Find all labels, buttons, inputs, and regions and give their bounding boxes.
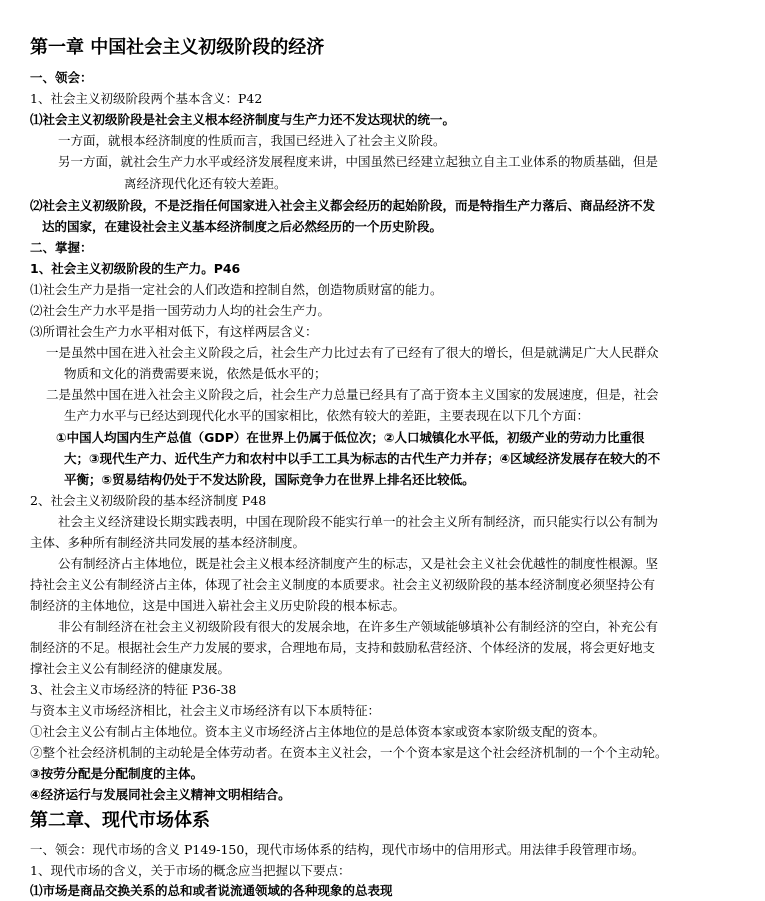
paragraph-line: 撑社会主义公有制经济的健康发展。 xyxy=(30,661,231,676)
paragraph-bold: ③按劳分配是分配制度的主体。 xyxy=(30,766,204,781)
section-heading: 一、领会： xyxy=(30,70,93,85)
paragraph-line: 公有制经济占主体地位，既是社会主义根本经济制度产生的标志，又是社会主义社会优越性的制度性根源。坚 xyxy=(58,556,659,571)
paragraph-line: ②整个社会经济机制的主动轮是全体劳动者。在资本主义社会，一个个资本家是这个社会经济机制的一个个主动轮。 xyxy=(30,745,668,760)
paragraph-line: 1、现代市场的含义，关于市场的概念应当把握以下要点： xyxy=(30,863,351,878)
paragraph-line: 与资本主义市场经济相比，社会主义市场经济有以下本质特征： xyxy=(30,703,381,718)
subsection-heading: 1、社会主义初级阶段两个基本含义：P42 xyxy=(30,91,263,106)
paragraph-bold: 达的国家，在建设社会主义基本经济制度之后必然经历的一个历史阶段。 xyxy=(42,219,443,234)
section-heading: 二、掌握： xyxy=(30,240,93,255)
paragraph-line: ⑴社会生产力是指一定社会的人们改造和控制自然，创造物质财富的能力。 xyxy=(30,282,443,297)
chapter-1-title: 第一章 中国社会主义初级阶段的经济 xyxy=(30,37,325,58)
paragraph-line: ①社会主义公有制占主体地位。资本主义市场经济占主体地位的是总体资本家或资本家阶级支配的资本。 xyxy=(30,724,606,739)
chapter-2-title: 第二章、现代市场体系 xyxy=(30,810,210,831)
paragraph-line: 二是虽然中国在进入社会主义阶段之后，社会生产力总量已经具有了高于资本主义国家的发展速度，但是，社会 xyxy=(46,387,659,402)
paragraph-line: 另一方面，就社会生产力水平或经济发展程度来讲，中国虽然已经建立起独立自主工业体系的物质基础，但是 xyxy=(58,154,659,169)
paragraph-line: 社会主义经济建设长期实践表明，中国在现阶段不能实行单一的社会主义所有制经济，而只能实行以公有制为 xyxy=(58,514,659,529)
paragraph-bold: ①中国人均国内生产总值（GDP）在世界上仍属于低位次；②人口城镇化水平低，初级产业的劳动力比重很 xyxy=(56,430,645,445)
paragraph-bold-cut: ⑴市场是商品交换关系的总和或者说流通领域的各种现象的总表现 xyxy=(30,883,393,898)
paragraph-line: 非公有制经济在社会主义初级阶段有很大的发展余地，在许多生产领域能够填补公有制经济的空白，补充公有 xyxy=(58,619,659,634)
subsection-heading: 2、社会主义初级阶段的基本经济制度 P48 xyxy=(30,493,267,508)
paragraph-line: 持社会主义公有制经济占主体，体现了社会主义制度的本质要求。社会主义初级阶段的基本经济制度必须坚持公有 xyxy=(30,577,656,592)
paragraph-line: 制经济的不足。根据社会生产力发展的要求，合理地布局，支持和鼓励私营经济、个体经济的发展，将会更好地支 xyxy=(30,640,656,655)
paragraph-line: 生产力水平与已经达到现代化水平的国家相比，依然有较大的差距，主要表现在以下几个方面： xyxy=(64,408,590,423)
paragraph-line: 物质和文化的消费需要来说，依然是低水平的； xyxy=(64,366,327,381)
paragraph-line: 主体、多种所有制经济共同发展的基本经济制度。 xyxy=(30,535,306,550)
paragraph-line: 一方面，就根本经济制度的性质而言，我国已经进入了社会主义阶段。 xyxy=(58,133,446,148)
paragraph-bold: 平衡；⑤贸易结构仍处于不发达阶段，国际竞争力在世界上排名还比较低。 xyxy=(64,472,475,487)
paragraph-bold: ⑴社会主义初级阶段是社会主义根本经济制度与生产力还不发达现状的统一。 xyxy=(30,112,456,127)
paragraph-bold: ⑵社会主义初级阶段，不是泛指任何国家进入社会主义都会经历的起始阶段，而是特指生产力落后、商品经济不发 xyxy=(30,198,656,213)
paragraph-line: 制经济的主体地位，这是中国进入崭社会主义历史阶段的根本标志。 xyxy=(30,598,406,613)
paragraph-line: ⑵社会生产力水平是指一国劳动力人均的社会生产力。 xyxy=(30,303,331,318)
paragraph-line: 离经济现代化还有较大差距。 xyxy=(124,176,287,191)
subsection-heading: 1、社会主义初级阶段的生产力。P46 xyxy=(30,261,241,276)
paragraph-bold: ④经济运行与发展同社会主义精神文明相结合。 xyxy=(30,787,291,802)
paragraph-line: 一是虽然中国在进入社会主义阶段之后，社会生产力比过去有了已经有了很大的增长，但是就满足广大人民群众 xyxy=(46,345,659,360)
paragraph-line: 一、领会：现代市场的含义 P149-150，现代市场体系的结构，现代市场中的信用形式。用法律手段管理市场。 xyxy=(30,842,645,857)
subsection-heading: 3、社会主义市场经济的特征 P36-38 xyxy=(30,682,237,697)
paragraph-bold: 大；③现代生产力、近代生产力和农村中以手工工具为标志的古代生产力并存；④区域经济发展存在较大的不 xyxy=(64,451,661,466)
paragraph-line: ⑶所谓社会生产力水平相对低下，有这样两层含义： xyxy=(30,324,318,339)
